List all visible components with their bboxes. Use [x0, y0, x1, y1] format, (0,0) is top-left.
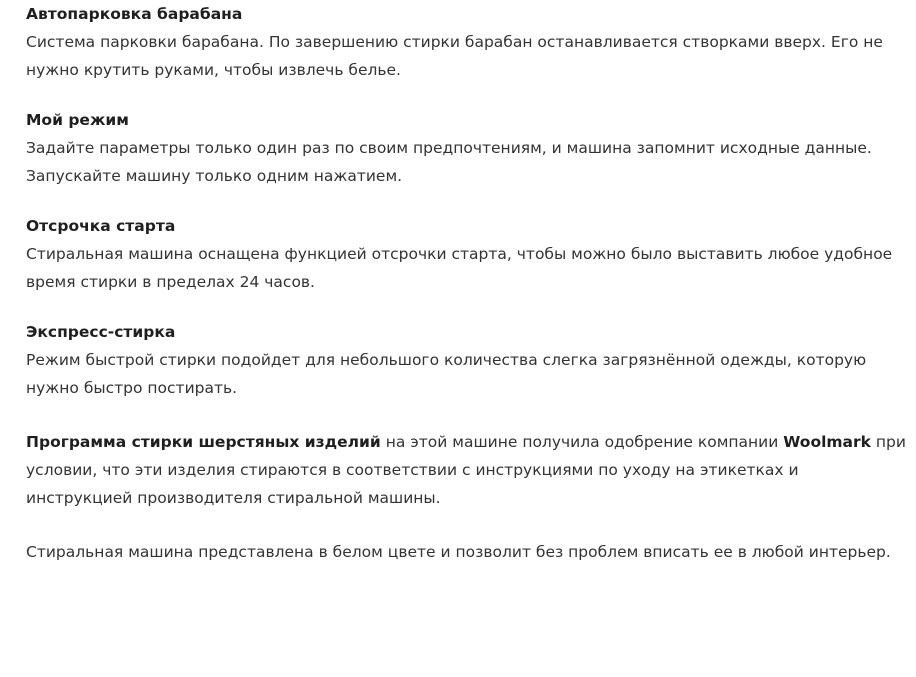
- section-my-mode: [26, 110, 906, 190]
- section-text: Режим быстрой стирки подойдет для небольшого количества слегка загрязнённой одежды, которую нужно быстро постирать.: [26, 351, 867, 397]
- woolmark-brand: Woolmark: [783, 433, 871, 451]
- section-text: Система парковки барабана. По завершению стирки барабан останавливается створками вверх. Его не нужно крутить руками, чтобы извлечь белье.: [26, 33, 883, 79]
- section-text: Задайте параметры только один раз по своим предпочтениям, и машина запомнит исходные данные. Запускайте машину только одним нажатием.: [26, 139, 872, 185]
- section-closing: [26, 538, 906, 566]
- section-heading: Автопарковка барабана: [26, 5, 243, 23]
- section-drum-autopark: [26, 4, 906, 84]
- section-heading: Отсрочка старта: [26, 217, 176, 235]
- section-express-wash: [26, 322, 906, 402]
- section-delayed-start: [26, 216, 906, 296]
- section-heading: Экспресс-стирка: [26, 323, 176, 341]
- section-heading: Мой режим: [26, 111, 129, 129]
- section-text: Стиральная машина оснащена функцией отсрочки старта, чтобы можно было выставить любое удобное время стирки в пределах 24 часов.: [26, 245, 893, 291]
- woolmark-text-part: на этой машине получила одобрение компании: [380, 433, 784, 451]
- woolmark-program-title: Программа стирки шерстяных изделий: [26, 433, 381, 451]
- woolmark-text-part: при условии, что эти изделия стираются в соответствии с инструкциями по уходу на этикетках и инструкцией производителя стиральной машины.: [26, 433, 906, 507]
- woolmark-paragraph: [26, 428, 906, 512]
- closing-paragraph: Стиральная машина представлена в белом цвете и позволит без проблем вписать ее в любой интерьер.: [26, 543, 891, 561]
- section-woolmark: [26, 428, 906, 512]
